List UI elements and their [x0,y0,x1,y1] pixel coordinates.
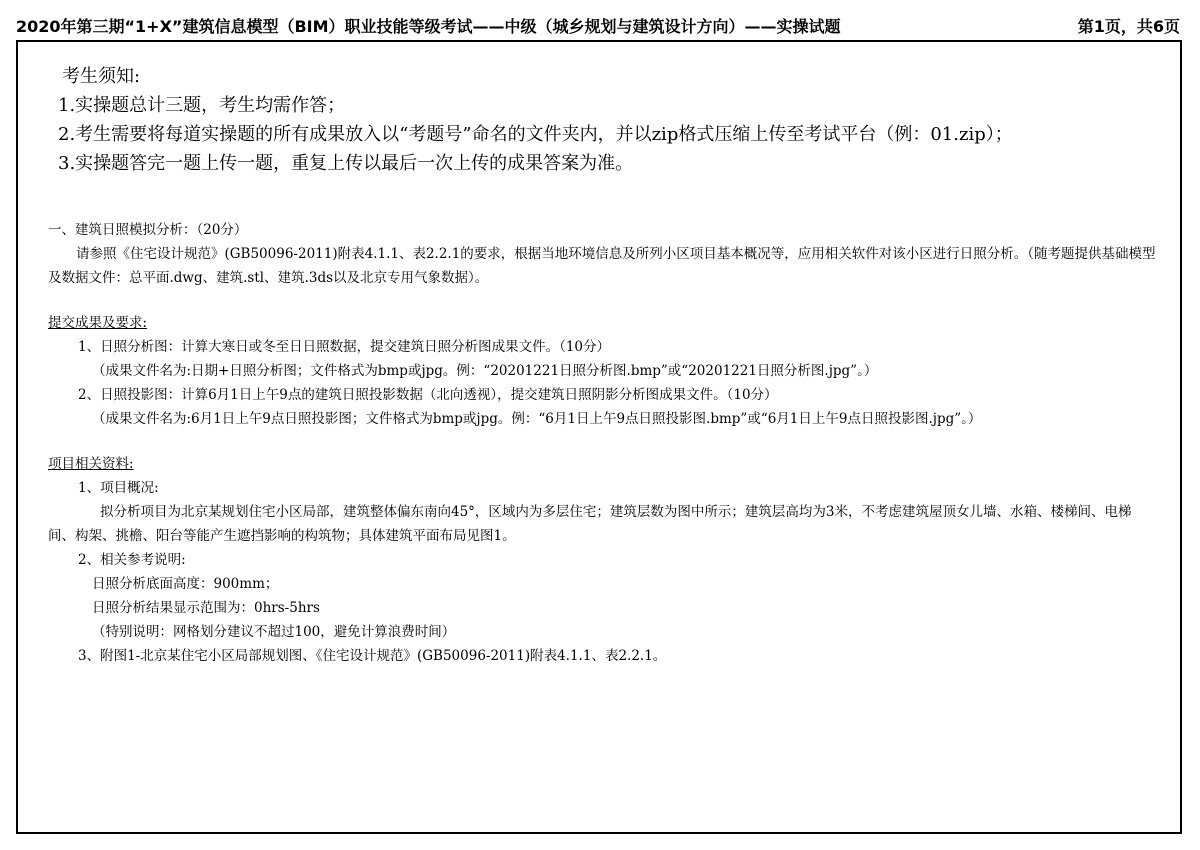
notice-heading: 考生须知: [62,66,141,87]
submission-item-1-note: （成果文件名为:日期+日照分析图；文件格式为bmp或jpg。例：“20201221日照分析图.bmp”或“20201221日照分析图.jpg”。） [92,363,878,379]
question-body [48,218,1158,668]
page-header [16,14,1180,40]
appendix-line: 3、附图1-北京某住宅小区局部规划图、《住宅设计规范》(GB50096-2011)附表4.1.1、表2.2.1。 [78,648,667,664]
notice-item-2: 2.考生需要将每道实操题的所有成果放入以“考题号”命名的文件夹内，并以zip格式压缩上传至考试平台（例：01.zip）； [58,124,1013,145]
section1-heading: 一、建筑日照模拟分析：（20分） [48,222,248,238]
reference-line-1: 日照分析底面高度：900mm； [92,576,279,592]
reference-title: 2、相关参考说明: [78,552,186,568]
reference-line-3: （特别说明：网格划分建议不超过100，避免计算浪费时间） [92,624,456,640]
submission-item-2-note: （成果文件名为:6月1日上午9点日照投影图；文件格式为bmp或jpg。例：“6月1日上午9点日照投影图.bmp”或“6月1日上午9点日照投影图.jpg”。） [92,411,982,427]
submission-item-1: 1、日照分析图：计算大寒日或冬至日日照数据，提交建筑日照分析图成果文件。（10分） [78,339,611,355]
content-frame [16,40,1182,834]
reference-line-2: 日照分析结果显示范围为：0hrs-5hrs [92,600,320,616]
notice-item-1: 1.实操题总计三题，考生均需作答； [58,95,346,116]
candidate-notice [58,62,1013,178]
section1-paragraph: 请参照《住宅设计规范》(GB50096-2011)附表4.1.1、表2.2.1的要求，根据当地环境信息及所列小区项目基本概况等，应用相关软件对该小区进行日照分析。（随考题提供基础模型及数据文件：总平面.dwg、建筑.stl、建筑.3ds以及北京专用气象数据）。 [48,246,1156,286]
project-overview-title: 1、项目概况: [78,480,159,496]
project-overview-text: 拟分析项目为北京某规划住宅小区局部，建筑整体偏东南向45°，区域内为多层住宅；建筑层数为图中所示；建筑层高均为3米，不考虑建筑屋顶女儿墙、水箱、楼梯间、电梯间、构架、挑檐、阳台等能产生遮挡影响的构筑物；具体建筑平面布局见图1。 [48,504,1132,544]
submission-heading: 提交成果及要求: [48,315,148,331]
notice-item-3: 3.实操题答完一题上传一题，重复上传以最后一次上传的成果答案为准。 [58,153,634,174]
submission-item-2: 2、日照投影图：计算6月1日上午9点的建筑日照投影数据（北向透视），提交建筑日照阴影分析图成果文件。（10分） [78,387,778,403]
project-heading: 项目相关资料: [48,456,134,472]
page-number: 第1页，共6页 [1077,17,1180,36]
exam-title: 2020年第三期“1+X”建筑信息模型（BIM）职业技能等级考试——中级（城乡规划与建筑设计方向）——实操试题 [16,17,841,36]
